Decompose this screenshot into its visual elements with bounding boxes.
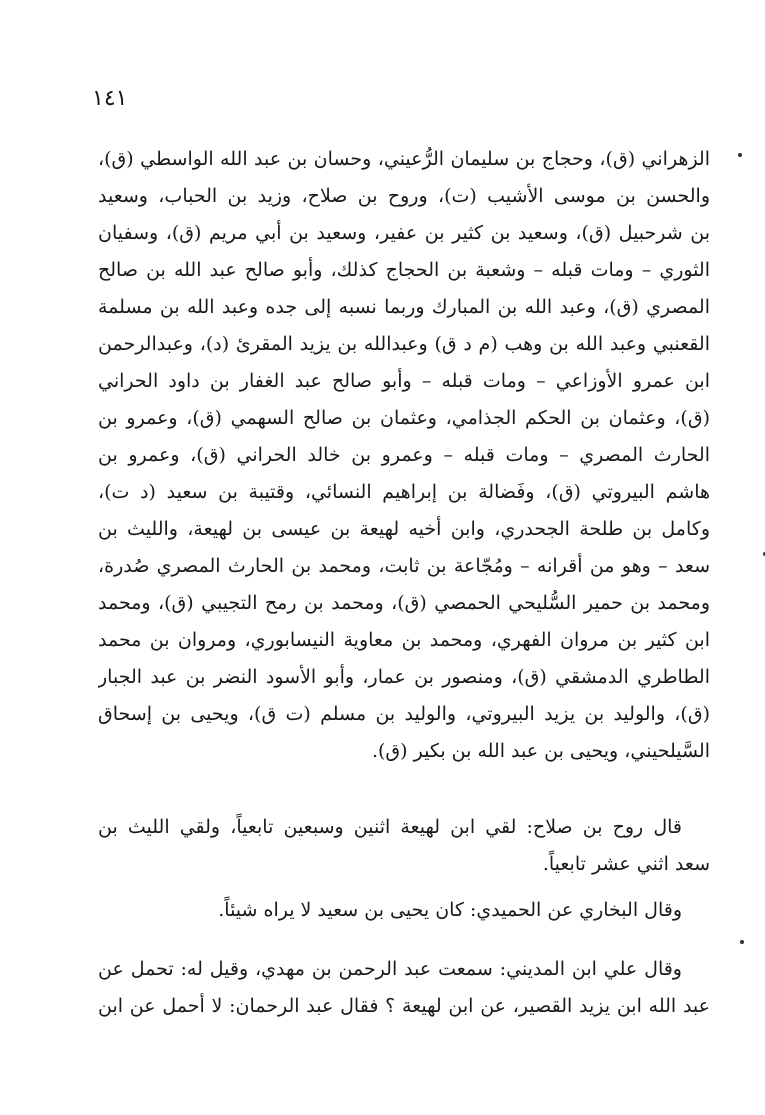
text-line: الثوري – ومات قبله – وشعبة بن الحجاج كذلك، وأبو صالح عبد الله بن صالح <box>98 259 710 281</box>
margin-mark <box>738 153 742 157</box>
page-number: ١٤١ <box>92 86 128 111</box>
text-line: ابن عمرو الأوزاعي – ومات قبله – وأبو صالح عبد الغفار بن داود الحراني <box>98 370 710 392</box>
text-line: عبد الله ابن يزيد القصير، عن ابن لهيعة ؟ فقال عبد الرحمان: لا أحمل عن ابن <box>98 995 710 1017</box>
text-line: السَّيلحيني، ويحيى بن عبد الله بن بكير (ق). <box>371 740 710 762</box>
text-line: القعنبي وعبد الله بن وهب (م د ق) وعبدالله بن يزيد المقرئ (د)، وعبدالرحمن <box>98 333 710 355</box>
text-line: (ق)، وعثمان بن الحكم الجذامي، وعثمان بن صالح السهمي (ق)، وعمرو بن <box>98 407 710 429</box>
text-line: وقال علي ابن المديني: سمعت عبد الرحمن بن مهدي، وقيل له: تحمل عن <box>98 958 682 980</box>
text-line: سعد اثني عشر تابعياً. <box>542 853 710 875</box>
text-line: الحارث المصري – ومات قبله – وعمرو بن خالد الحراني (ق)، وعمرو بن <box>98 444 710 466</box>
paragraph-madini-quote <box>98 951 710 1025</box>
text-line: الزهراني (ق)، وحجاج بن سليمان الرُّعيني، وحسان بن عبد الله الواسطي (ق)، <box>98 148 710 170</box>
text-line: وقال البخاري عن الحميدي: كان يحيى بن سعيد لا يراه شيئاً. <box>218 899 682 921</box>
text-line: وكامل بن طلحة الجحدري، وابن أخيه لهيعة بن عيسى بن لهيعة، والليث بن <box>98 518 710 540</box>
text-line: سعد – وهو من أقرانه – ومُجّاعة بن ثابت، ومحمد بن الحارث المصري صُدرة، <box>98 555 710 577</box>
text-line: والحسن بن موسى الأشيب (ت)، وروح بن صلاح، وزيد بن الحباب، وسعيد <box>98 185 710 207</box>
margin-mark <box>740 940 744 944</box>
text-line: (ق)، والوليد بن يزيد البيروتي، والوليد بن مسلم (ت ق)، ويحيى بن إسحاق <box>98 703 710 725</box>
text-line: قال روح بن صلاح: لقي ابن لهيعة اثنين وسبعين تابعياً، ولقي الليث بن <box>98 816 682 838</box>
paragraph-narrators <box>98 141 710 770</box>
text-line: ومحمد بن حمير السُّليحي الحمصي (ق)، ومحمد بن رمح التجيبي (ق)، ومحمد <box>98 592 710 614</box>
text-line: الطاطري الدمشقي (ق)، ومنصور بن عمار، وأبو الأسود النضر بن عبد الجبار <box>98 666 710 688</box>
paragraph-bukhari-quote <box>98 892 710 929</box>
paragraph-rawh-quote <box>98 809 710 883</box>
text-line: بن شرحبيل (ق)، وسعيد بن كثير بن عفير، وسعيد بن أبي مريم (ق)، وسفيان <box>98 222 710 244</box>
text-line: هاشم البيروتي (ق)، وفَضالة بن إبراهيم النسائي، وقتيبة بن سعيد (د ت)، <box>98 481 710 503</box>
text-line: ابن كثير بن مروان الفهري، ومحمد بن معاوية النيسابوري، ومروان بن محمد <box>98 629 710 651</box>
text-line: المصري (ق)، وعبد الله بن المبارك وربما نسبه إلى جده وعبد الله بن مسلمة <box>98 296 710 318</box>
